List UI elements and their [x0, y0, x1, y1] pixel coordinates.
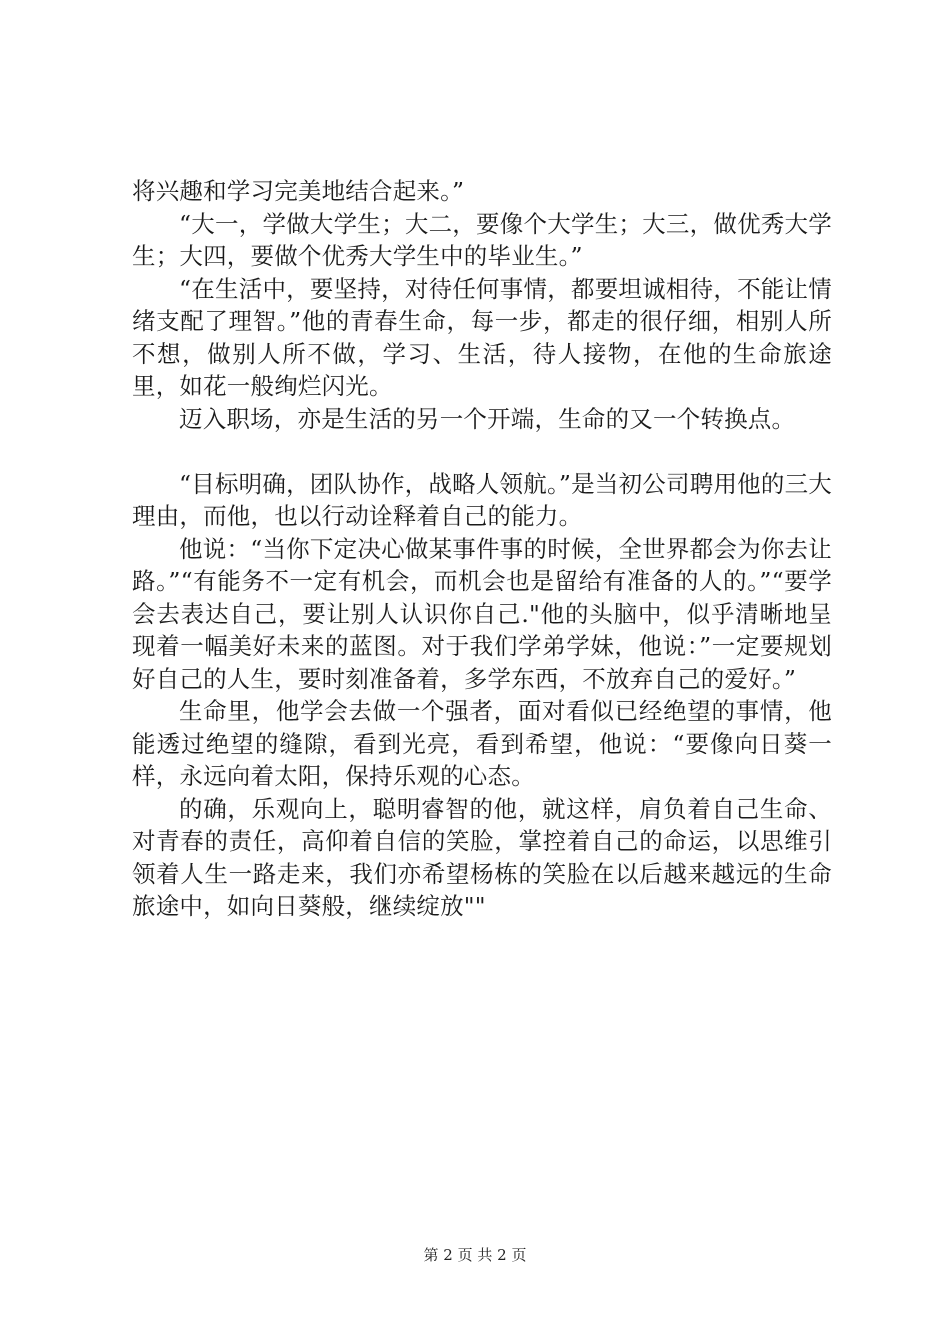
- paragraph-2: “大一，学做大学生；大二，要像个大学生；大三，做优秀大学生；大四，要做个优秀大学生中的毕业生。”: [132, 209, 832, 270]
- document-body: [132, 175, 832, 923]
- paragraph-5: “目标明确，团队协作，战略人领航。”是当初公司聘用他的三大理由，而他，也以行动诠释着自己的能力。: [132, 469, 832, 530]
- paragraph-3: “在生活中，要坚持，对待任何事情，都要坦诚相待，不能让情绪支配了理智。”他的青春生命，每一步，都走的很仔细，相别人所不想，做别人所不做，学习、生活，待人接物，在他的生命旅途里，如花一般绚烂闪光。: [132, 274, 832, 400]
- paragraph-4: 迈入职场，亦是生活的另一个开端，生命的又一个转换点。: [179, 404, 796, 433]
- paragraph-8: 的确，乐观向上，聪明睿智的他，就这样，肩负着自己生命、对青春的责任，高仰着自信的笑脸，掌控着自己的命运，以思维引领着人生一路走来，我们亦希望杨栋的笑脸在以后越来越远的生命旅途中，如向日葵般，继续绽放"": [132, 794, 832, 920]
- page-footer: 第 2 页 共 2 页: [423, 1246, 527, 1264]
- paragraph-6: 他说：“当你下定决心做某事件事的时候，全世界都会为你去让路。”“有能务不一定有机会，而机会也是留给有准备的人的。”“要学会去表达自己，要让别人认识你自己."他的头脑中，似乎清晰地呈现着一幅美好未来的蓝图。对于我们学弟学妹，他说：”一定要规划好自己的人生，要时刻准备着，多学东西，不放弃自己的爱好。”: [132, 534, 832, 693]
- paragraph-7: 生命里，他学会去做一个强者，面对看似已经绝望的事情，他能透过绝望的缝隙，看到光亮，看到希望，他说：“要像向日葵一样，永远向着太阳，保持乐观的心态。: [132, 697, 832, 790]
- paragraph-1: 将兴趣和学习完美地结合起来。”: [132, 177, 465, 205]
